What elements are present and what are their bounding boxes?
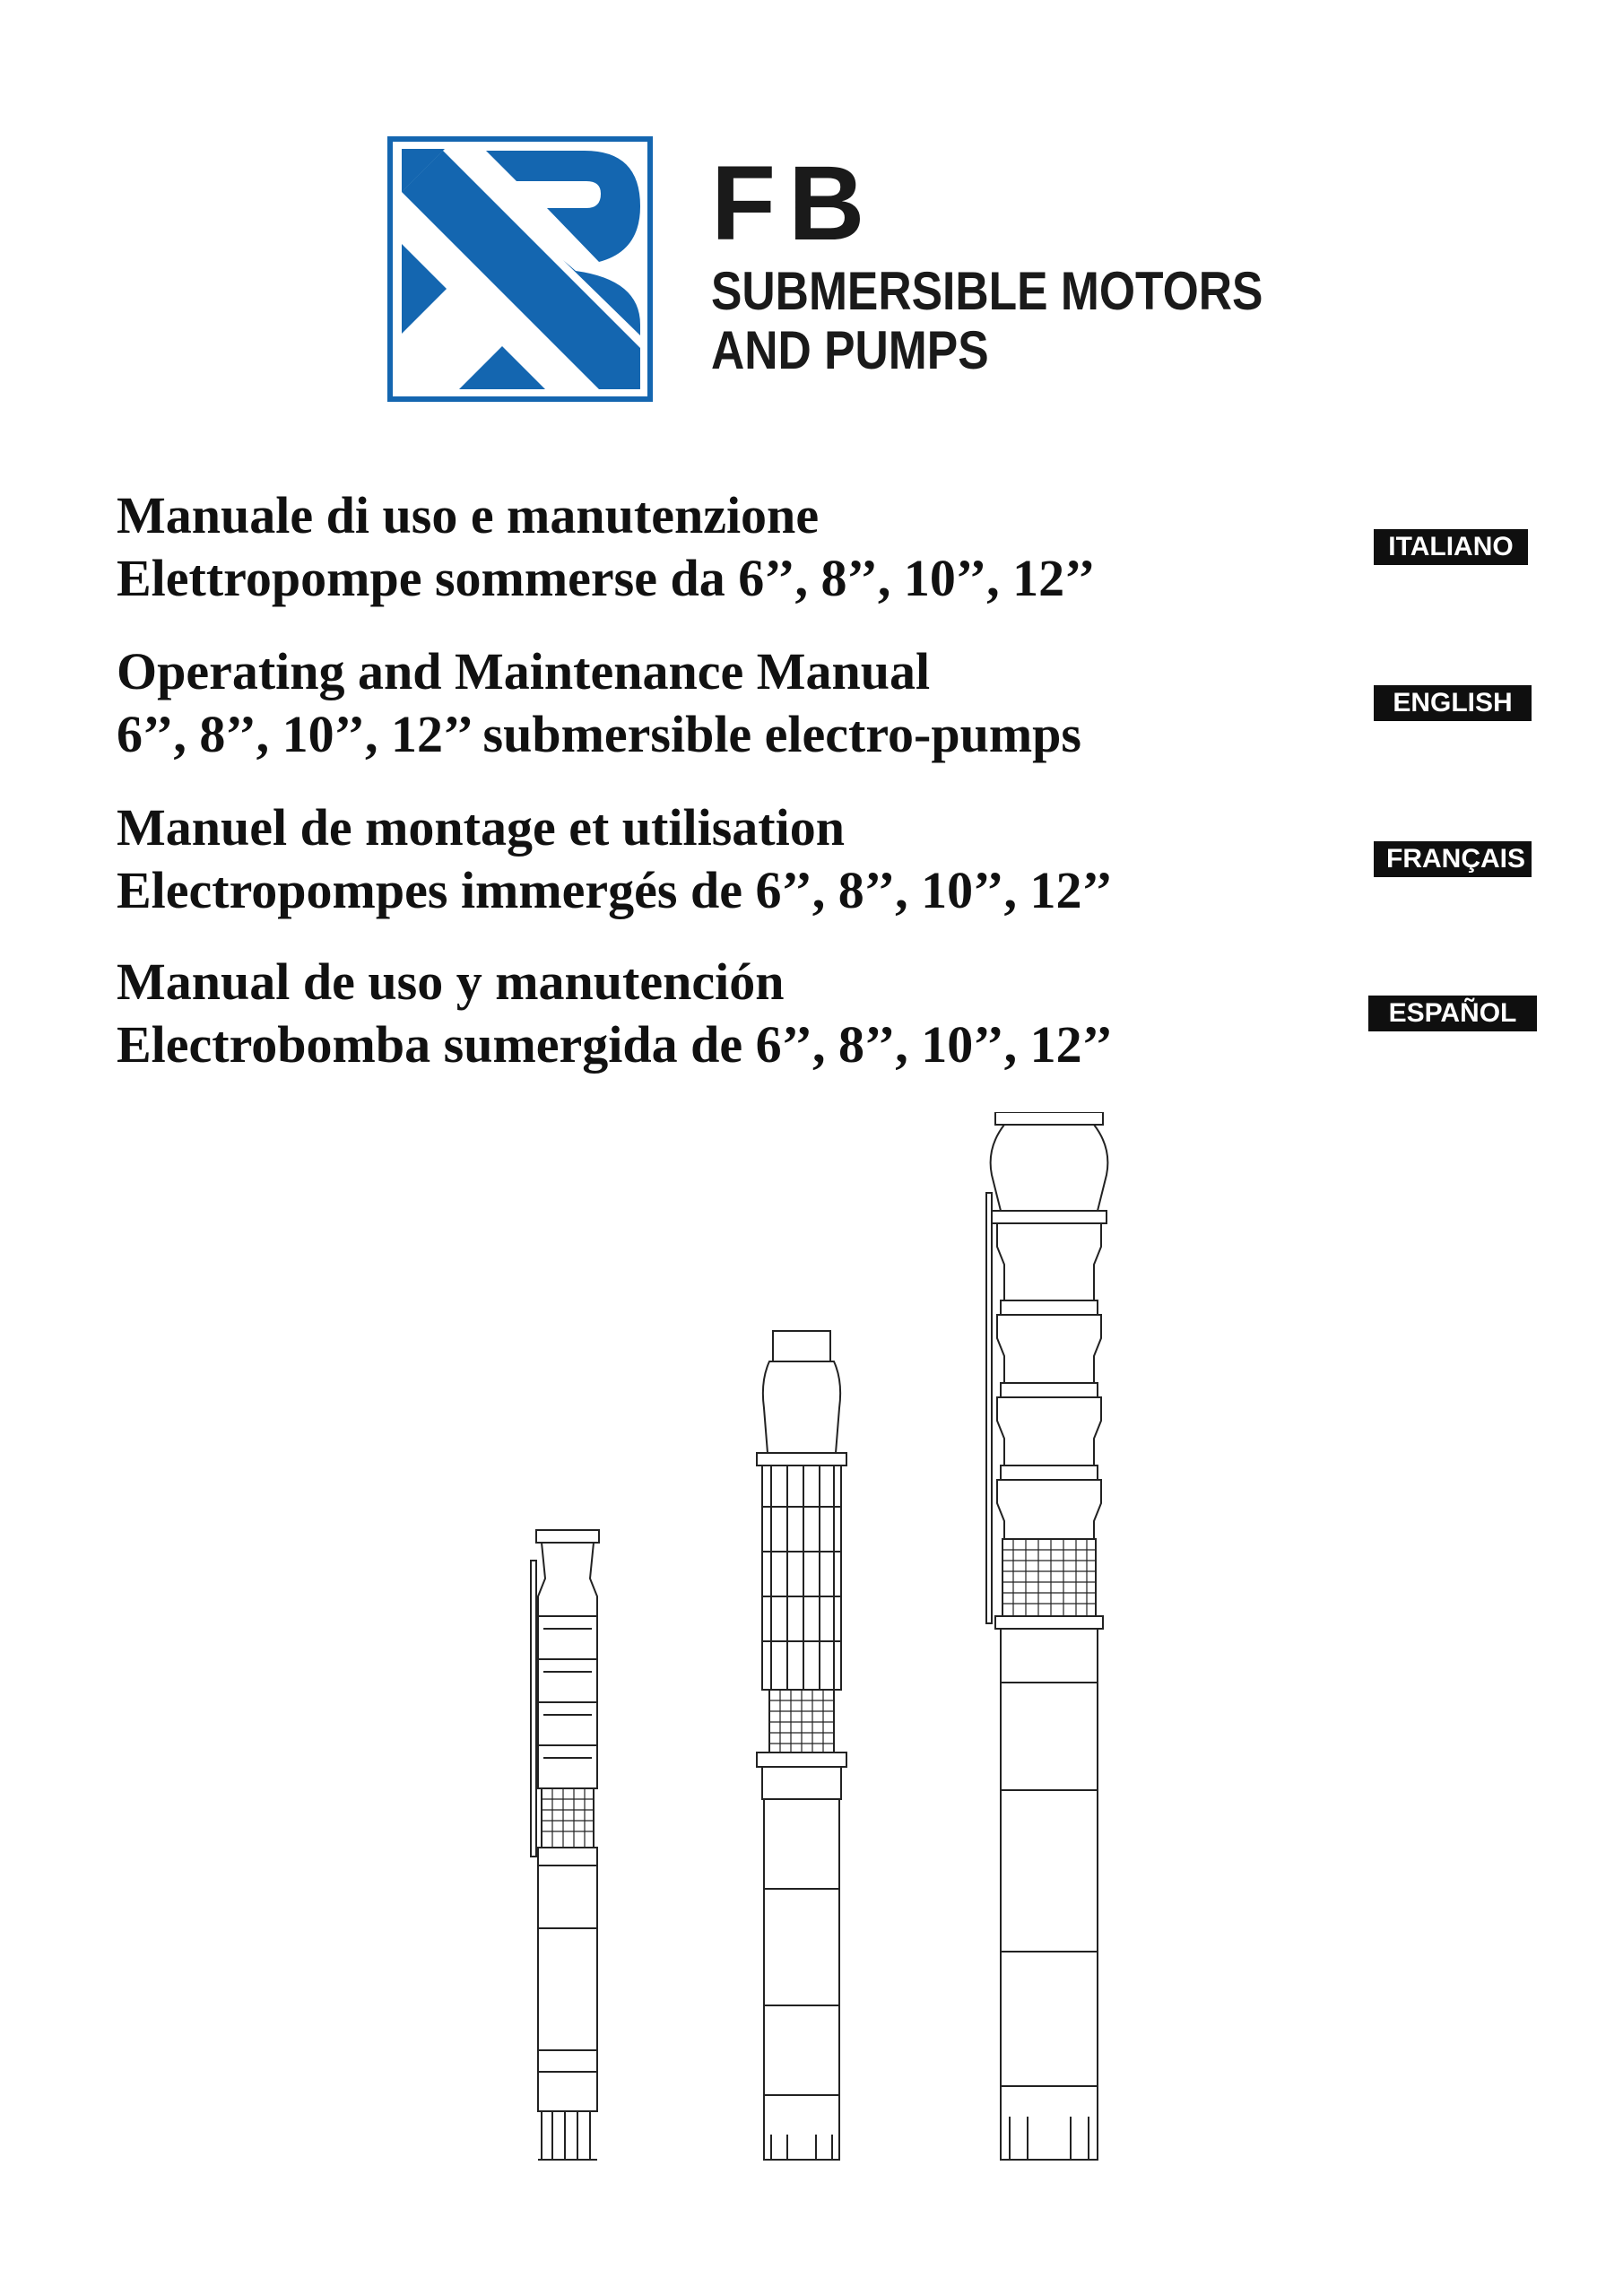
language-badge-english: ENGLISH	[1374, 685, 1532, 721]
manual-subtitle: Electrobomba sumergida de 6’’, 8’’, 10’’, 12’’	[117, 1015, 1113, 1074]
manual-title: Manual de uso y manutención	[117, 952, 785, 1011]
manual-title: Manuel de montage et utilisation	[117, 798, 845, 857]
language-badge-espanol: ESPAÑOL	[1368, 996, 1537, 1031]
pump-8-inch-icon	[757, 1331, 846, 2160]
brand-name: FB	[711, 144, 878, 263]
manual-subtitle: Electropompes immergés de 6’’, 8’’, 10’’, 12’’	[117, 861, 1113, 919]
fb-logo-icon	[387, 136, 653, 402]
language-badge-francais: FRANÇAIS	[1374, 841, 1532, 877]
manual-french	[117, 796, 1354, 922]
brand-tagline-line2: AND PUMPS	[711, 320, 989, 380]
pumps-illustration	[502, 1112, 1130, 2188]
manual-subtitle: Elettropompe sommerse da 6’’, 8’’, 10’’, 12’’	[117, 549, 1096, 607]
manual-subtitle: 6’’, 8’’, 10’’, 12’’ submersible electro-pumps	[117, 705, 1082, 763]
manual-spanish	[117, 951, 1354, 1076]
brand-tagline	[711, 262, 1263, 380]
language-badge-italiano: ITALIANO	[1374, 529, 1528, 565]
manual-title: Manuale di uso e manutenzione	[117, 486, 820, 544]
manual-italian	[117, 484, 1354, 610]
brand-tagline-line1: SUBMERSIBLE MOTORS	[711, 261, 1263, 321]
pump-10-inch-icon	[986, 1112, 1107, 2160]
manual-title: Operating and Maintenance Manual	[117, 642, 931, 700]
manual-english	[117, 640, 1354, 766]
pump-6-inch-icon	[531, 1530, 599, 2160]
